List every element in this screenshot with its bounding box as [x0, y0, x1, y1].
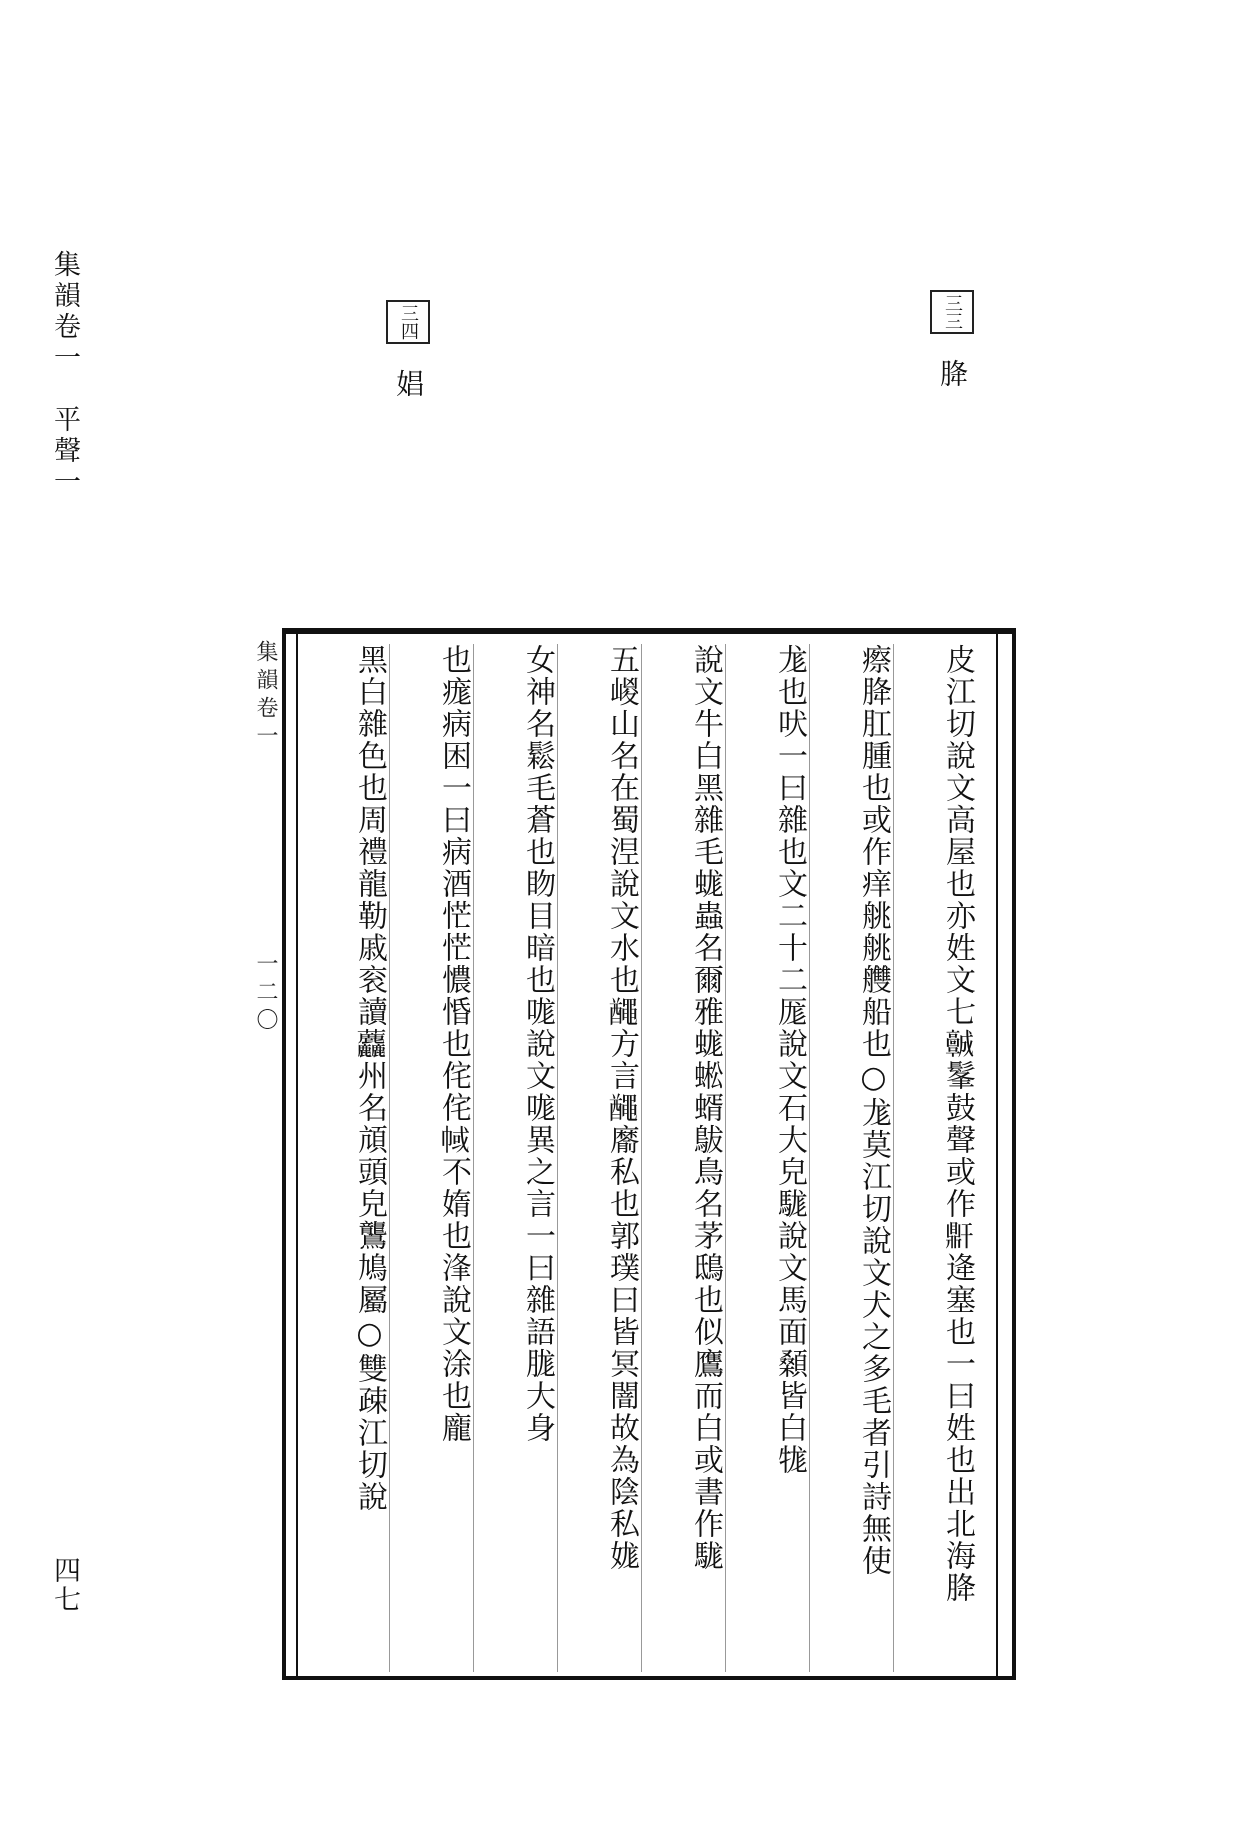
column-5	[558, 644, 642, 1672]
column-text: 瘵胮肛腫也或作痒䑬䑬艭船也○尨莫江切說文犬之多毛者引詩無使	[856, 644, 891, 1577]
note-number: 三三	[930, 290, 974, 334]
column-text: 尨也吠一曰雜也文二十二厖說文石大皃駹說文馬面顙皆白牻	[772, 644, 807, 1476]
gutter-top: 集韻卷一	[253, 640, 278, 752]
column-text: 也痝病困一曰病酒恾恾憹惛也侘侘𢃎不媠也浲說文涂也龐	[436, 644, 471, 1444]
margin-note-left	[386, 300, 430, 403]
gutter-bottom: 一二〇	[253, 952, 278, 1036]
column-6	[474, 644, 558, 1672]
column-text: 女神名鬆毛蒼也䀛目暗也哤說文哤異之言一曰雜語䏵大身	[520, 644, 555, 1444]
column-text: 五嵕山名在蜀𣵀說文水也𪓰方言𪓰䵉私也郭璞曰皆冥闇故為陰私娏	[604, 644, 639, 1572]
column-text: 黑白雜色也周禮龍勒戚衮讀𧆓州名頏頭皃鸗鳩屬○雙疎江切說	[352, 644, 387, 1513]
note-number: 三四	[386, 300, 430, 344]
column-1	[894, 644, 978, 1672]
column-8	[306, 644, 390, 1672]
gutter-title	[248, 640, 282, 1670]
column-3	[726, 644, 810, 1672]
text-columns	[306, 644, 978, 1672]
text-frame	[282, 628, 1016, 1680]
running-head: 集韻卷一 平聲一	[49, 250, 80, 498]
note-char: 娼	[392, 368, 425, 403]
column-text: 說文牛白黑雜毛蛖蟲名爾雅蛖蜙蝑䳁鳥名茅鴟也似鷹而白或書作駹	[688, 644, 723, 1572]
column-7	[390, 644, 474, 1672]
column-4	[642, 644, 726, 1672]
column-2	[810, 644, 894, 1672]
note-char: 胮	[936, 358, 969, 393]
page-number: 四七	[49, 1556, 80, 1614]
margin-note-right	[930, 290, 974, 393]
column-text: 皮江切說文高屋也亦姓文七𩫨髼鼓聲或作𪔆逄塞也一曰姓也出北海胮	[940, 644, 975, 1604]
